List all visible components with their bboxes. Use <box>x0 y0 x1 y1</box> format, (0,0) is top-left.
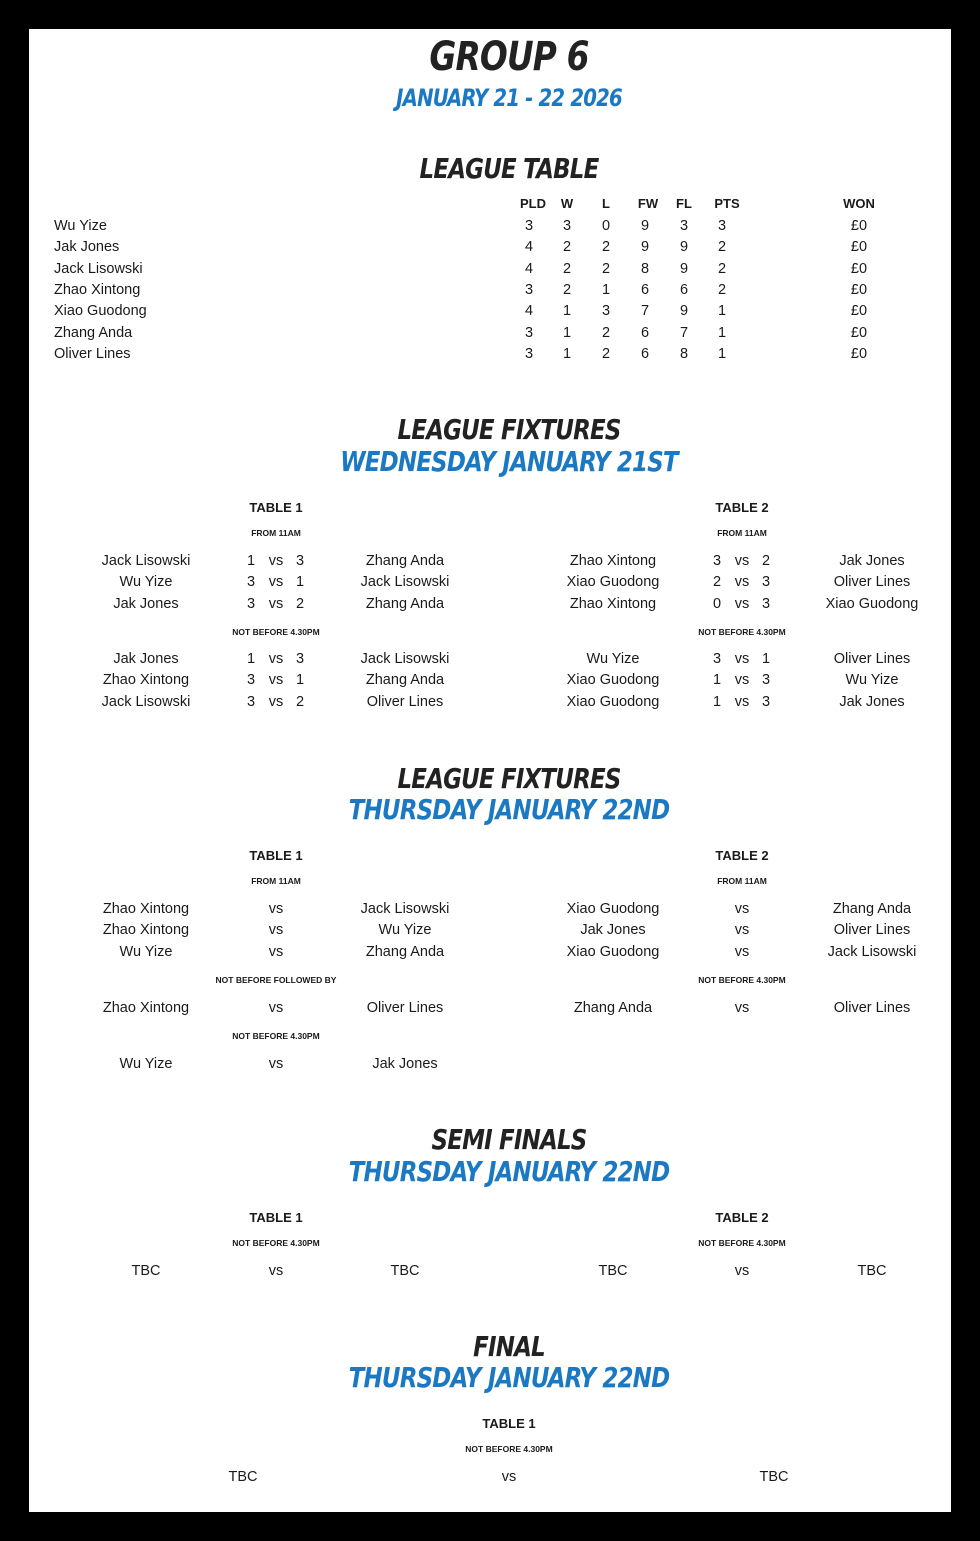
wed-t2-match-score2: 3 <box>761 595 771 612</box>
wed-t2-session2: NOT BEFORE 4.30PM <box>698 627 786 637</box>
wed-t1-match-score1: 1 <box>246 651 256 667</box>
wed-t2-match-vs: vs <box>734 595 750 612</box>
wed-t1-match-player1: Jack Lisowski <box>101 693 191 710</box>
wed-t2-match-vs: vs <box>734 651 750 667</box>
wed-t1-match-player2: Zhang Anda <box>365 672 445 689</box>
league-row-value: 1 <box>562 324 572 341</box>
wed-t1-match-player2: Jack Lisowski <box>360 651 450 667</box>
league-row-name: Jack Lisowski <box>54 260 143 277</box>
wed-t1-match-score1: 3 <box>246 693 256 710</box>
thu-t1-match-vs: vs <box>268 901 284 917</box>
league-row-won: £0 <box>850 324 868 341</box>
thu-t2-label: TABLE 2 <box>715 848 769 863</box>
thu-t1-match-player2: Oliver Lines <box>366 1000 444 1016</box>
wed-t1-match-vs: vs <box>268 693 284 710</box>
wed-t2-match-player1: Zhao Xintong <box>569 553 657 569</box>
league-row-name: Zhang Anda <box>54 324 133 341</box>
semi-t2-label: TABLE 2 <box>715 1210 769 1225</box>
wed-t1-label: TABLE 1 <box>249 500 303 515</box>
semi-t1-session: NOT BEFORE 4.30PM <box>232 1238 320 1248</box>
league-row-value: 9 <box>640 218 650 234</box>
league-row-won: £0 <box>850 303 868 320</box>
wed-t1-match-score2: 2 <box>295 595 305 612</box>
wed-t2-match-score1: 0 <box>712 595 722 612</box>
wed-t2-match-vs: vs <box>734 574 750 591</box>
thu-t1-label: TABLE 1 <box>249 848 303 863</box>
wed-t1-session1: FROM 11AM <box>251 528 301 538</box>
wed-t2-match-score1: 3 <box>712 553 722 569</box>
semi-t2-match-vs: vs <box>734 1263 750 1279</box>
final-table-label: TABLE 1 <box>482 1416 536 1431</box>
thu-t1-session2: NOT BEFORE FOLLOWED BY <box>215 975 337 985</box>
wed-t2-match-player1: Xiao Guodong <box>566 574 660 591</box>
league-col-header: PLD <box>520 196 546 211</box>
thu-t2-match-player1: Jak Jones <box>580 922 646 939</box>
thu-t1-match-player2: Jack Lisowski <box>360 901 450 917</box>
league-row-value: 9 <box>679 303 689 320</box>
thu-t2-match-player1: Xiao Guodong <box>566 901 660 917</box>
league-row-won: £0 <box>850 345 868 362</box>
league-table-heading: LEAGUE TABLE <box>419 152 599 185</box>
wed-t2-match-score2: 1 <box>761 651 771 667</box>
league-row-name: Oliver Lines <box>54 345 131 362</box>
final-heading: FINAL <box>473 1330 545 1363</box>
league-row-value: 9 <box>679 239 689 256</box>
wed-t2-match-player2: Wu Yize <box>845 672 899 689</box>
wed-t2-session1: FROM 11AM <box>717 528 767 538</box>
wed-t2-match-player2: Xiao Guodong <box>825 595 919 612</box>
semi-t1-match-vs: vs <box>268 1263 284 1279</box>
thu-t2-match-player2: Zhang Anda <box>832 901 912 917</box>
league-row-value: 7 <box>679 324 689 341</box>
league-row-value: 3 <box>524 324 534 341</box>
wed-t1-match-player1: Wu Yize <box>119 574 173 591</box>
wed-t1-match-score2: 2 <box>295 693 305 710</box>
league-row-value: 2 <box>601 324 611 341</box>
league-row-value: 3 <box>524 281 534 298</box>
league-col-header: W <box>560 196 574 211</box>
thu-t2-match-player1: Xiao Guodong <box>566 943 660 960</box>
wed-t1-match-score2: 1 <box>295 574 305 591</box>
thu-t1-match-player1: Zhao Xintong <box>102 901 190 917</box>
league-row-value: 2 <box>601 345 611 362</box>
wed-t1-match-player1: Zhao Xintong <box>102 672 190 689</box>
league-row-value: 3 <box>717 218 727 234</box>
league-row-value: 2 <box>562 239 572 256</box>
league-col-header: FL <box>676 196 692 211</box>
wed-t1-match-vs: vs <box>268 574 284 591</box>
league-col-header: FW <box>637 196 659 211</box>
date-range: JANUARY 21 - 22 2026 <box>396 84 622 112</box>
wed-t2-match-player1: Xiao Guodong <box>566 672 660 689</box>
thu-t1-session3: NOT BEFORE 4.30PM <box>232 1031 320 1041</box>
league-col-header: PTS <box>714 196 740 211</box>
wed-date-heading: WEDNESDAY JANUARY 21ST <box>340 445 678 478</box>
wed-t2-match-score2: 3 <box>761 672 771 689</box>
league-row-value: 9 <box>640 239 650 256</box>
wed-t2-match-vs: vs <box>734 693 750 710</box>
thu-t2-match-player2: Jack Lisowski <box>827 943 917 960</box>
wed-t2-match-score1: 1 <box>712 672 722 689</box>
wed-t1-match-score2: 1 <box>295 672 305 689</box>
league-row-value: 7 <box>640 303 650 320</box>
league-row-name: Zhao Xintong <box>54 281 141 298</box>
thu-t1-match-player2: Zhang Anda <box>365 943 445 960</box>
thu-t2-session1: FROM 11AM <box>717 876 767 886</box>
wed-t2-match-score1: 2 <box>712 574 722 591</box>
league-row-value: 2 <box>717 239 727 256</box>
wed-t2-match-player2: Oliver Lines <box>833 574 911 591</box>
league-row-value: 8 <box>640 260 650 277</box>
thu-t2-session2: NOT BEFORE 4.30PM <box>698 975 786 985</box>
thu-t1-match-player2: Jak Jones <box>372 1056 438 1072</box>
league-row-value: 6 <box>640 324 650 341</box>
league-row-value: 1 <box>601 281 611 298</box>
wed-t2-match-player2: Jak Jones <box>839 553 905 569</box>
wed-t2-match-player2: Jak Jones <box>839 693 905 710</box>
wed-t1-match-vs: vs <box>268 553 284 569</box>
wed-t1-match-player2: Zhang Anda <box>365 595 445 612</box>
league-row-value: 9 <box>679 260 689 277</box>
wed-t1-match-vs: vs <box>268 672 284 689</box>
wed-t1-session2: NOT BEFORE 4.30PM <box>232 627 320 637</box>
final-date-heading: THURSDAY JANUARY 22ND <box>348 1361 670 1394</box>
thu-fixtures-heading: LEAGUE FIXTURES <box>397 762 621 795</box>
league-row-value: 1 <box>562 345 572 362</box>
thu-t1-match-vs: vs <box>268 1056 284 1072</box>
wed-t2-match-score2: 2 <box>761 553 771 569</box>
wed-t1-match-player1: Jack Lisowski <box>101 553 191 569</box>
wed-t2-match-vs: vs <box>734 553 750 569</box>
wed-t1-match-score1: 1 <box>246 553 256 569</box>
wed-t2-match-score2: 3 <box>761 574 771 591</box>
league-row-value: 3 <box>562 218 572 234</box>
league-row-value: 6 <box>679 281 689 298</box>
league-row-value: 4 <box>524 239 534 256</box>
league-row-value: 1 <box>717 303 727 320</box>
thu-t1-match-vs: vs <box>268 922 284 939</box>
semi-date-heading: THURSDAY JANUARY 22ND <box>348 1155 670 1188</box>
league-row-value: 6 <box>640 281 650 298</box>
league-row-value: 3 <box>524 218 534 234</box>
semi-t2-session: NOT BEFORE 4.30PM <box>698 1238 786 1248</box>
final-player2: TBC <box>759 1469 789 1485</box>
league-row-value: 3 <box>524 345 534 362</box>
league-row-won: £0 <box>850 281 868 298</box>
wed-t2-label: TABLE 2 <box>715 500 769 515</box>
league-row-value: 1 <box>717 324 727 341</box>
league-row-won: £0 <box>850 260 868 277</box>
league-row-value: 0 <box>601 218 611 234</box>
league-row-won: £0 <box>850 218 868 234</box>
wed-t2-match-player1: Zhao Xintong <box>569 595 657 612</box>
league-col-header: WON <box>843 196 875 211</box>
league-row-value: 3 <box>601 303 611 320</box>
semi-t1-match-player2: TBC <box>390 1263 420 1279</box>
wed-t1-match-score1: 3 <box>246 672 256 689</box>
thu-t2-match-player2: Oliver Lines <box>833 922 911 939</box>
thu-t1-match-player1: Zhao Xintong <box>102 1000 190 1016</box>
thu-t1-match-player2: Wu Yize <box>378 922 432 939</box>
league-row-value: 2 <box>717 260 727 277</box>
semi-finals-heading: SEMI FINALS <box>431 1123 587 1156</box>
thu-t2-match-vs: vs <box>734 922 750 939</box>
league-row-value: 3 <box>679 218 689 234</box>
group-title: GROUP 6 <box>429 34 589 80</box>
league-row-value: 2 <box>562 281 572 298</box>
thu-t1-match-player1: Wu Yize <box>119 1056 173 1072</box>
thu-t2-match-player2: Oliver Lines <box>833 1000 911 1016</box>
thu-date-heading: THURSDAY JANUARY 22ND <box>348 793 670 826</box>
league-row-value: 1 <box>717 345 727 362</box>
league-row-value: 2 <box>562 260 572 277</box>
league-row-name: Wu Yize <box>54 218 107 234</box>
thu-t1-match-vs: vs <box>268 1000 284 1016</box>
wed-t1-match-score2: 3 <box>295 553 305 569</box>
wed-t1-match-score2: 3 <box>295 651 305 667</box>
semi-t1-label: TABLE 1 <box>249 1210 303 1225</box>
semi-t2-match-player1: TBC <box>598 1263 628 1279</box>
semi-t2-match-player2: TBC <box>857 1263 887 1279</box>
wed-t2-match-vs: vs <box>734 672 750 689</box>
wed-t1-match-vs: vs <box>268 595 284 612</box>
league-row-value: 2 <box>717 281 727 298</box>
league-row-value: 4 <box>524 260 534 277</box>
thu-t1-session1: FROM 11AM <box>251 876 301 886</box>
wed-t1-match-player1: Jak Jones <box>113 595 179 612</box>
league-row-value: 2 <box>601 260 611 277</box>
final-vs: vs <box>501 1469 517 1485</box>
wed-t1-match-player2: Jack Lisowski <box>360 574 450 591</box>
wed-t2-match-player1: Xiao Guodong <box>566 693 660 710</box>
wed-t1-match-player1: Jak Jones <box>113 651 179 667</box>
wed-t1-match-player2: Zhang Anda <box>365 553 445 569</box>
league-row-won: £0 <box>850 239 868 256</box>
league-row-value: 8 <box>679 345 689 362</box>
wed-t1-match-vs: vs <box>268 651 284 667</box>
wed-t2-match-score1: 1 <box>712 693 722 710</box>
thu-t1-match-vs: vs <box>268 943 284 960</box>
league-row-value: 2 <box>601 239 611 256</box>
thu-t1-match-player1: Wu Yize <box>119 943 173 960</box>
wed-t1-match-player2: Oliver Lines <box>366 693 444 710</box>
thu-t2-match-vs: vs <box>734 1000 750 1016</box>
wed-t2-match-player2: Oliver Lines <box>833 651 911 667</box>
wed-t1-match-score1: 3 <box>246 574 256 591</box>
thu-t2-match-player1: Zhang Anda <box>573 1000 653 1016</box>
league-col-header: L <box>602 196 610 211</box>
league-row-value: 4 <box>524 303 534 320</box>
wed-t2-match-score1: 3 <box>712 651 722 667</box>
thu-t1-match-player1: Zhao Xintong <box>102 922 190 939</box>
league-row-value: 1 <box>562 303 572 320</box>
wed-t1-match-score1: 3 <box>246 595 256 612</box>
thu-t2-match-vs: vs <box>734 901 750 917</box>
league-row-value: 6 <box>640 345 650 362</box>
corner-mark <box>780 1512 980 1541</box>
league-row-name: Jak Jones <box>54 239 120 256</box>
semi-t1-match-player1: TBC <box>131 1263 161 1279</box>
final-player1: TBC <box>228 1469 258 1485</box>
thu-t2-match-vs: vs <box>734 943 750 960</box>
wed-t2-match-score2: 3 <box>761 693 771 710</box>
league-row-name: Xiao Guodong <box>54 303 147 320</box>
wed-t2-match-player1: Wu Yize <box>586 651 640 667</box>
final-session: NOT BEFORE 4.30PM <box>465 1444 553 1454</box>
wed-fixtures-heading: LEAGUE FIXTURES <box>397 413 621 446</box>
